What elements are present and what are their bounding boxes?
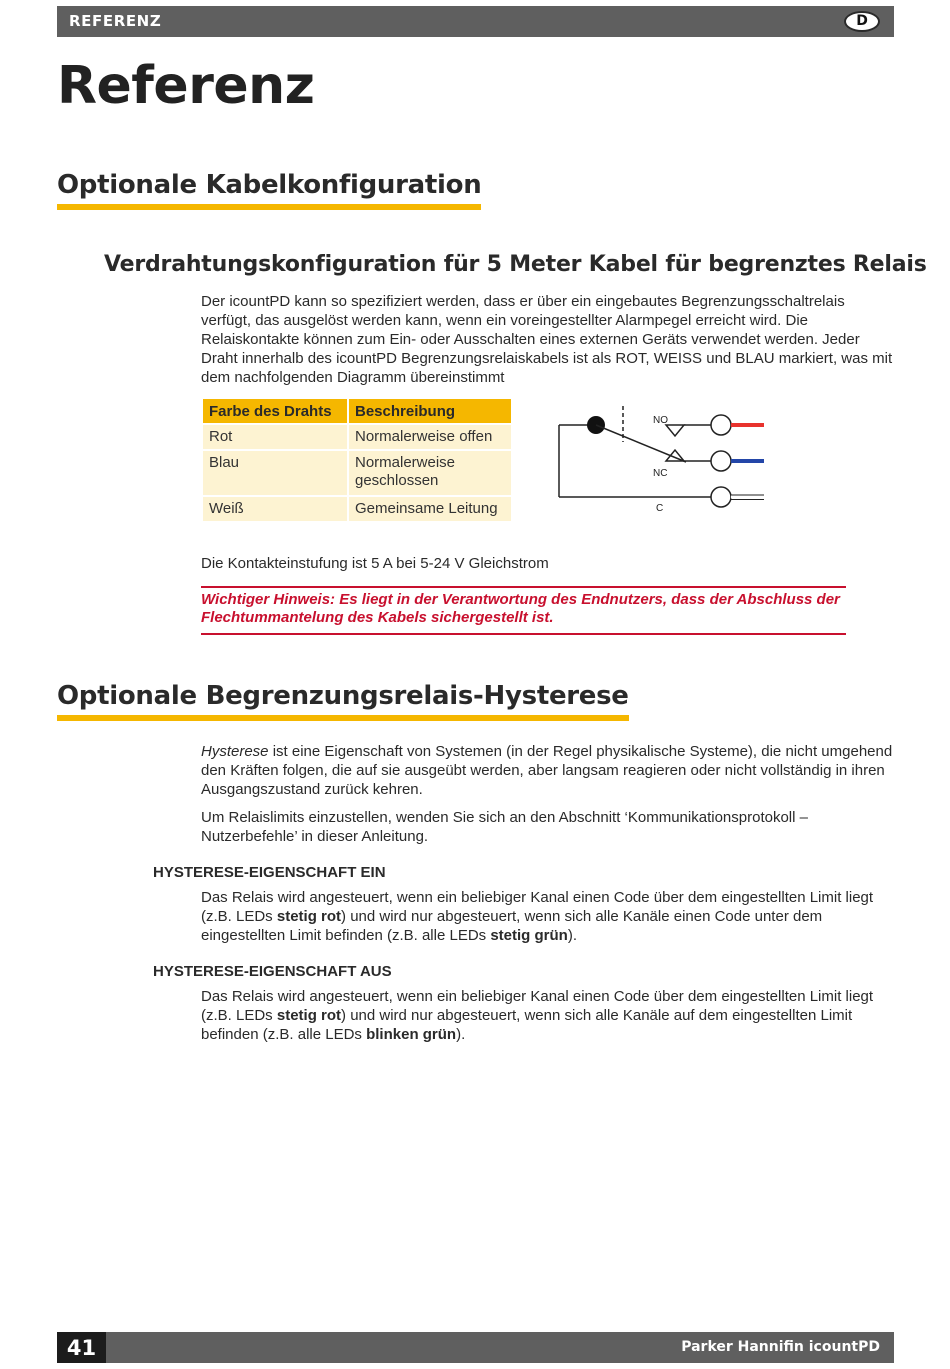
table-header: Beschreibung [349, 399, 511, 423]
header-bar [57, 6, 894, 37]
text-run: ). [456, 1026, 466, 1043]
hysteresis-off-text [201, 987, 896, 1044]
table-row [203, 497, 511, 521]
table-header-row [203, 399, 511, 423]
no-contact [666, 425, 684, 436]
language-badge: D [844, 11, 880, 32]
table-row [203, 425, 511, 449]
table-cell: Blau [203, 451, 347, 495]
hysteresis-term: Hysterese [201, 743, 269, 760]
table-cell: Rot [203, 425, 347, 449]
text-bold: blinken grün [366, 1026, 457, 1043]
terminal-no [711, 415, 731, 435]
text-run: ). [567, 927, 577, 944]
table-cell: Gemeinsame Leitung [349, 497, 511, 521]
hysteresis-on-text [201, 888, 896, 945]
subheading-wiring: Verdrahtungskonfiguration für 5 Meter Kabel für begrenztes Relais [104, 252, 927, 277]
text-bold: stetig grün [490, 927, 568, 944]
hysteresis-definition [201, 742, 896, 799]
intro-paragraph: Der icountPD kann so spezifiziert werden, dass er über ein eingebautes Begrenzungsschaltrelais verfügt, das ausgelöst werden kann, wenn ein voreingestellter Alarmpegel erreicht wird. Die Relaiskontakte können zum Ein- oder Ausschalten eines externen Geräts verwendet werden. Jeder Draht innerhalb des icountPD Begrenzungsrelaiskabels ist als ROT, WEISS und BLAU markiert, was mit dem nachfolgenden Diagramm übereinstimmt [201, 293, 893, 386]
footer-bar [57, 1332, 894, 1363]
footer-title: Parker Hannifin icountPD [681, 1339, 880, 1355]
relay-switch-arm [596, 425, 686, 462]
section-label: REFERENZ [69, 12, 162, 30]
label-nc: NC [653, 468, 668, 479]
text-run: ) und wird nur abgesteuert, wenn sich alle Kanäle einen Code unter dem eingestellten Limit befinden (z.B. alle LEDs [201, 908, 823, 944]
text-run: ) und wird nur abgesteuert, wenn sich alle Kanäle auf dem eingestellten Limit befinden (z.B. alle LEDs [201, 1007, 853, 1043]
hysteresis-definition-text: ist eine Eigenschaft von Systemen (in der Regel physikalische Systeme), die nicht umgehend den Kräften folgen, die auf sie ausgeübt werden, aber langsam reagieren oder nicht vollständig in ihren Ausgangszustand zurück kehren. [201, 743, 893, 798]
text-bold: stetig rot [276, 908, 342, 925]
table-cell: Weiß [203, 497, 347, 521]
relay-limits-paragraph: Um Relaislimits einzustellen, wenden Sie sich an den Abschnitt ‘Kommunikationsprotokoll – Nutzerbefehle’ in dieser Anleitung. [201, 809, 808, 845]
label-c: C [656, 503, 664, 514]
note-rule-bottom [201, 633, 846, 635]
hysteresis-on-heading: HYSTERESE-EIGENSCHAFT EIN [153, 864, 386, 881]
note-rule-top [201, 586, 846, 588]
page-title: Referenz [57, 56, 315, 116]
terminal-c [711, 487, 731, 507]
relay-wiring-diagram [556, 402, 771, 522]
text-run: Das Relais wird angesteuert, wenn ein beliebiger Kanal einen Code über dem eingestellten Limit liegt (z.B. LEDs [201, 889, 874, 925]
section-heading-cable: Optionale Kabelkonfiguration [57, 170, 481, 210]
table-cell: Normalerweise geschlossen [349, 451, 511, 495]
text-bold: stetig rot [276, 1007, 342, 1024]
section-heading-hysteresis: Optionale Begrenzungsrelais-Hysterese [57, 681, 629, 721]
important-note: Wichtiger Hinweis: Es liegt in der Verantwortung des Endnutzers, dass der Abschluss der Flechtummantelung des Kabels sichergestellt ist. [201, 591, 840, 626]
wire-color-table [201, 397, 513, 523]
table-cell: Normalerweise offen [349, 425, 511, 449]
hysteresis-off-heading: HYSTERESE-EIGENSCHAFT AUS [153, 963, 392, 980]
label-no: NO [653, 415, 668, 426]
text-run: Das Relais wird angesteuert, wenn ein beliebiger Kanal einen Code über dem eingestellten Limit liegt (z.B. LEDs [201, 988, 874, 1024]
terminal-nc [711, 451, 731, 471]
page-number: 41 [57, 1332, 106, 1363]
table-row [203, 451, 511, 495]
contact-rating: Die Kontakteinstufung ist 5 A bei 5-24 V Gleichstrom [201, 555, 549, 572]
table-header: Farbe des Drahts [203, 399, 347, 423]
